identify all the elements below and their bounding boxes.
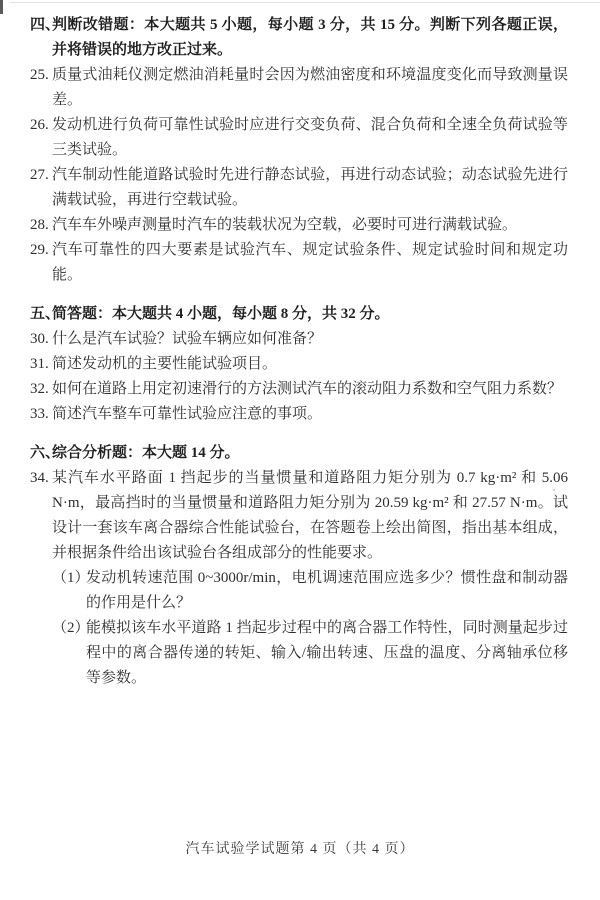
question-number: 32. bbox=[30, 381, 49, 397]
scan-artifact-corner bbox=[0, 0, 3, 14]
question-text: 汽车车外噪声测量时汽车的装载状况为空载，必要时可进行满载试验。 bbox=[52, 217, 518, 233]
question-item-26 bbox=[30, 113, 568, 163]
question-item-27 bbox=[30, 163, 568, 213]
section-header-text: 简答题：本大题共 4 小题，每小题 8 分，共 32 分。 bbox=[52, 306, 390, 322]
question-number: 31. bbox=[30, 356, 49, 372]
question-item-32 bbox=[30, 377, 568, 402]
section-comprehensive-analysis bbox=[30, 441, 568, 691]
subquestion-number: （1） bbox=[52, 570, 90, 586]
question-item-28 bbox=[30, 213, 568, 238]
section-header-text: 判断改错题：本大题共 5 小题，每小题 3 分，共 15 分。判断下列各题正误，并将错误的地方改正过来。 bbox=[52, 17, 568, 58]
exam-content bbox=[30, 13, 568, 691]
section-short-answer-header bbox=[30, 302, 568, 327]
question-number: 25. bbox=[30, 67, 49, 83]
section-label: 四、 bbox=[30, 17, 61, 33]
question-text: 简述汽车整车可靠性试验应注意的事项。 bbox=[52, 406, 323, 422]
section-short-answer bbox=[30, 302, 568, 427]
question-text: 汽车制动性能道路试验时先进行静态试验，再进行动态试验；动态试验先进行满载试验，再进行空载试验。 bbox=[52, 167, 568, 208]
section-judgment-correction bbox=[30, 13, 568, 288]
question-text: 如何在道路上用定初速滑行的方法测试汽车的滚动阻力系数和空气阻力系数？ bbox=[52, 381, 563, 397]
question-item-34 bbox=[30, 466, 568, 691]
subquestion-2 bbox=[52, 616, 568, 691]
subquestion-1 bbox=[52, 566, 568, 616]
question-item-30 bbox=[30, 327, 568, 352]
section-judgment-header bbox=[30, 13, 568, 63]
question-34-body bbox=[52, 466, 568, 691]
question-number: 27. bbox=[30, 167, 49, 183]
section-label: 六、 bbox=[30, 445, 61, 461]
question-text: 发动机进行负荷可靠性试验时应进行交变负荷、混合负荷和全速全负荷试验等三类试验。 bbox=[52, 117, 568, 158]
question-number: 33. bbox=[30, 406, 49, 422]
question-text: 质量式油耗仪测定燃油消耗量时会因为燃油密度和环境温度变化而导致测量误差。 bbox=[52, 67, 568, 108]
question-item-31 bbox=[30, 352, 568, 377]
question-number: 29. bbox=[30, 242, 49, 258]
subquestion-text: 能模拟该车水平道路 1 挡起步过程中的离合器工作特性，同时测量起步过程中的离合器传递的转矩、输入/输出转速、压盘的温度、分离轴承位移等参数。 bbox=[86, 620, 568, 686]
question-item-25 bbox=[30, 63, 568, 113]
question-number: 30. bbox=[30, 331, 49, 347]
section-comprehensive-header bbox=[30, 441, 568, 466]
subquestion-text: 发动机转速范围 0~3000r/min，电机调速范围应选多少？惯性盘和制动器的作用是什么？ bbox=[86, 570, 568, 611]
subquestion-number: （2） bbox=[52, 620, 90, 636]
question-text: 汽车可靠性的四大要素是试验汽车、规定试验条件、规定试验时间和规定功能。 bbox=[52, 242, 568, 283]
section-header-text: 综合分析题：本大题 14 分。 bbox=[52, 445, 240, 461]
question-text: 什么是汽车试验？试验车辆应如何准备？ bbox=[52, 331, 323, 347]
question-number: 28. bbox=[30, 217, 49, 233]
section-label: 五、 bbox=[30, 306, 61, 322]
question-number: 34. bbox=[30, 470, 49, 486]
question-number: 26. bbox=[30, 117, 49, 133]
question-text: 简述发动机的主要性能试验项目。 bbox=[52, 356, 278, 372]
question-text: 某汽车水平路面 1 挡起步的当量惯量和道路阻力矩分别为 0.7 kg·m² 和 5.06 N·m，最高挡时的当量惯量和道路阻力矩分别为 20.59 kg·m² 和 27.57 N·m。试设计一套该车离合器综合性能试验台，在答题卷上绘出简图，指出基本组成，并根据条件给出该试验台各组成部分的性能要求。 bbox=[52, 470, 568, 561]
page-footer: 汽车试验学试题第 4 页（共 4 页） bbox=[185, 842, 415, 857]
scan-artifact-line bbox=[10, 2, 600, 3]
question-item-33 bbox=[30, 402, 568, 427]
question-item-29 bbox=[30, 238, 568, 288]
